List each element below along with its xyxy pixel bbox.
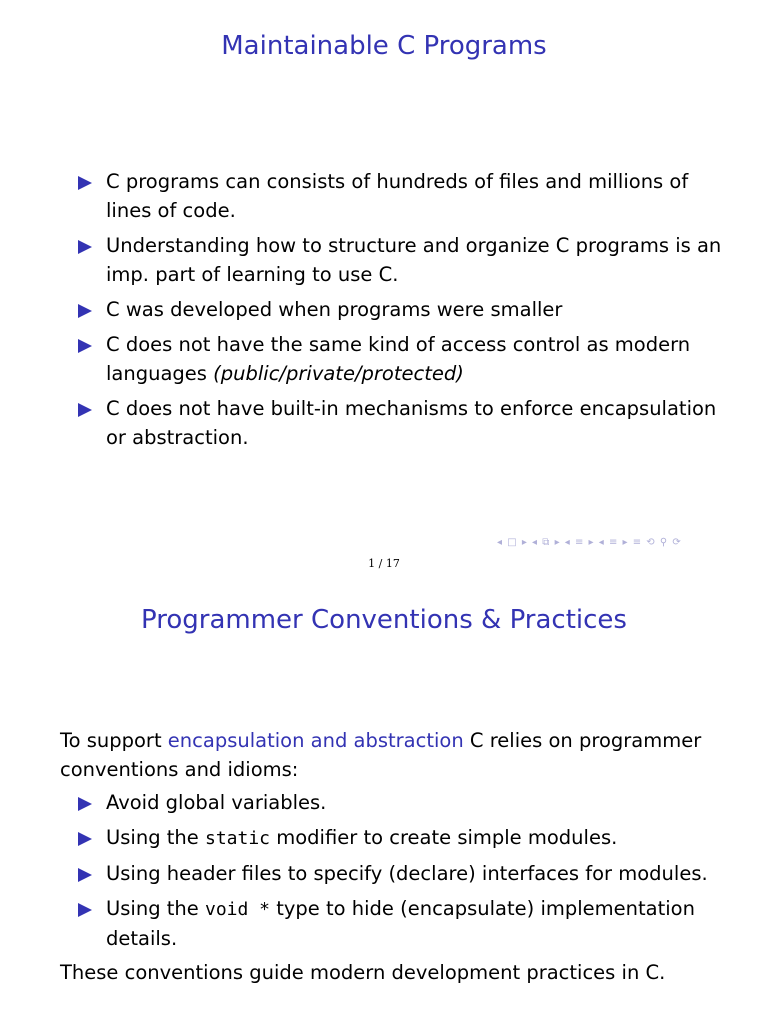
triangle-bullet-icon [78,797,92,811]
bullet-item [76,859,726,888]
bullet-item [76,788,726,817]
triangle-bullet-icon [78,304,92,318]
triangle-bullet-icon [78,240,92,254]
slide-2 [0,578,768,1024]
bullet-item [76,167,726,225]
bullet-item [76,330,726,388]
intro-prefix: To support [60,729,168,752]
nav-frame-icon[interactable]: ◂ □ ▸ [497,537,528,548]
bullet-text: C does not have the same kind of access control as modern languages [106,333,691,385]
nav-subsection-icon[interactable]: ◂ ⧉ ▸ [532,537,561,548]
triangle-bullet-icon [78,403,92,417]
bullet-item [76,231,726,289]
bullet-list [76,788,726,959]
bullet-text: C was developed when programs were smaller [106,298,563,321]
triangle-bullet-icon [78,832,92,846]
bullet-text: C programs can consists of hundreds of files and millions of lines of code. [106,170,689,222]
triangle-bullet-icon [78,903,92,917]
bullet-italic-text: (public/private/protected) [213,362,464,385]
nav-subsection-list-icon[interactable]: ◂ ≡ ▸ [598,537,629,548]
nav-section-icon[interactable]: ◂ ≡ ▸ [564,537,595,548]
bullet-text: type to hide (encapsulate) implementation details. [106,897,695,950]
triangle-bullet-icon [78,176,92,190]
slide-title: Programmer Conventions & Practices [141,605,627,635]
bullet-text: Using header files to specify (declare) interfaces for modules. [106,862,708,885]
triangle-bullet-icon [78,868,92,882]
page-number: 1 / 17 [368,557,400,570]
closing-paragraph: These conventions guide modern development practices in C. [60,961,666,984]
bullet-text: Using the [106,826,205,849]
bullet-item [76,394,726,452]
intro-paragraph [60,726,740,784]
bullet-item [76,823,726,853]
bullet-text: modifier to create simple modules. [270,826,618,849]
bullet-text: C does not have built-in mechanisms to enforce encapsulation or abstraction. [106,397,717,449]
code-keyword: static [205,828,271,849]
intro-highlight: encapsulation and abstraction [167,729,464,752]
nav-align-icon[interactable]: ≡ [632,537,643,548]
bullet-item [76,295,726,324]
beamer-navigation [497,537,682,548]
bullet-text: Using the [106,897,205,920]
triangle-bullet-icon [78,339,92,353]
bullet-item [76,894,726,953]
bullet-text: Avoid global variables. [106,791,327,814]
slide-title: Maintainable C Programs [221,31,547,61]
code-keyword: void * [205,899,271,920]
intro-suffix: C relies on programmer conventions and idioms: [60,729,702,781]
bullet-text: Understanding how to structure and organize C programs is an imp. part of learning to use C. [106,234,722,286]
bullet-list [76,167,726,458]
nav-search-icon[interactable]: ⟲ ⚲ ⟳ [646,537,682,548]
